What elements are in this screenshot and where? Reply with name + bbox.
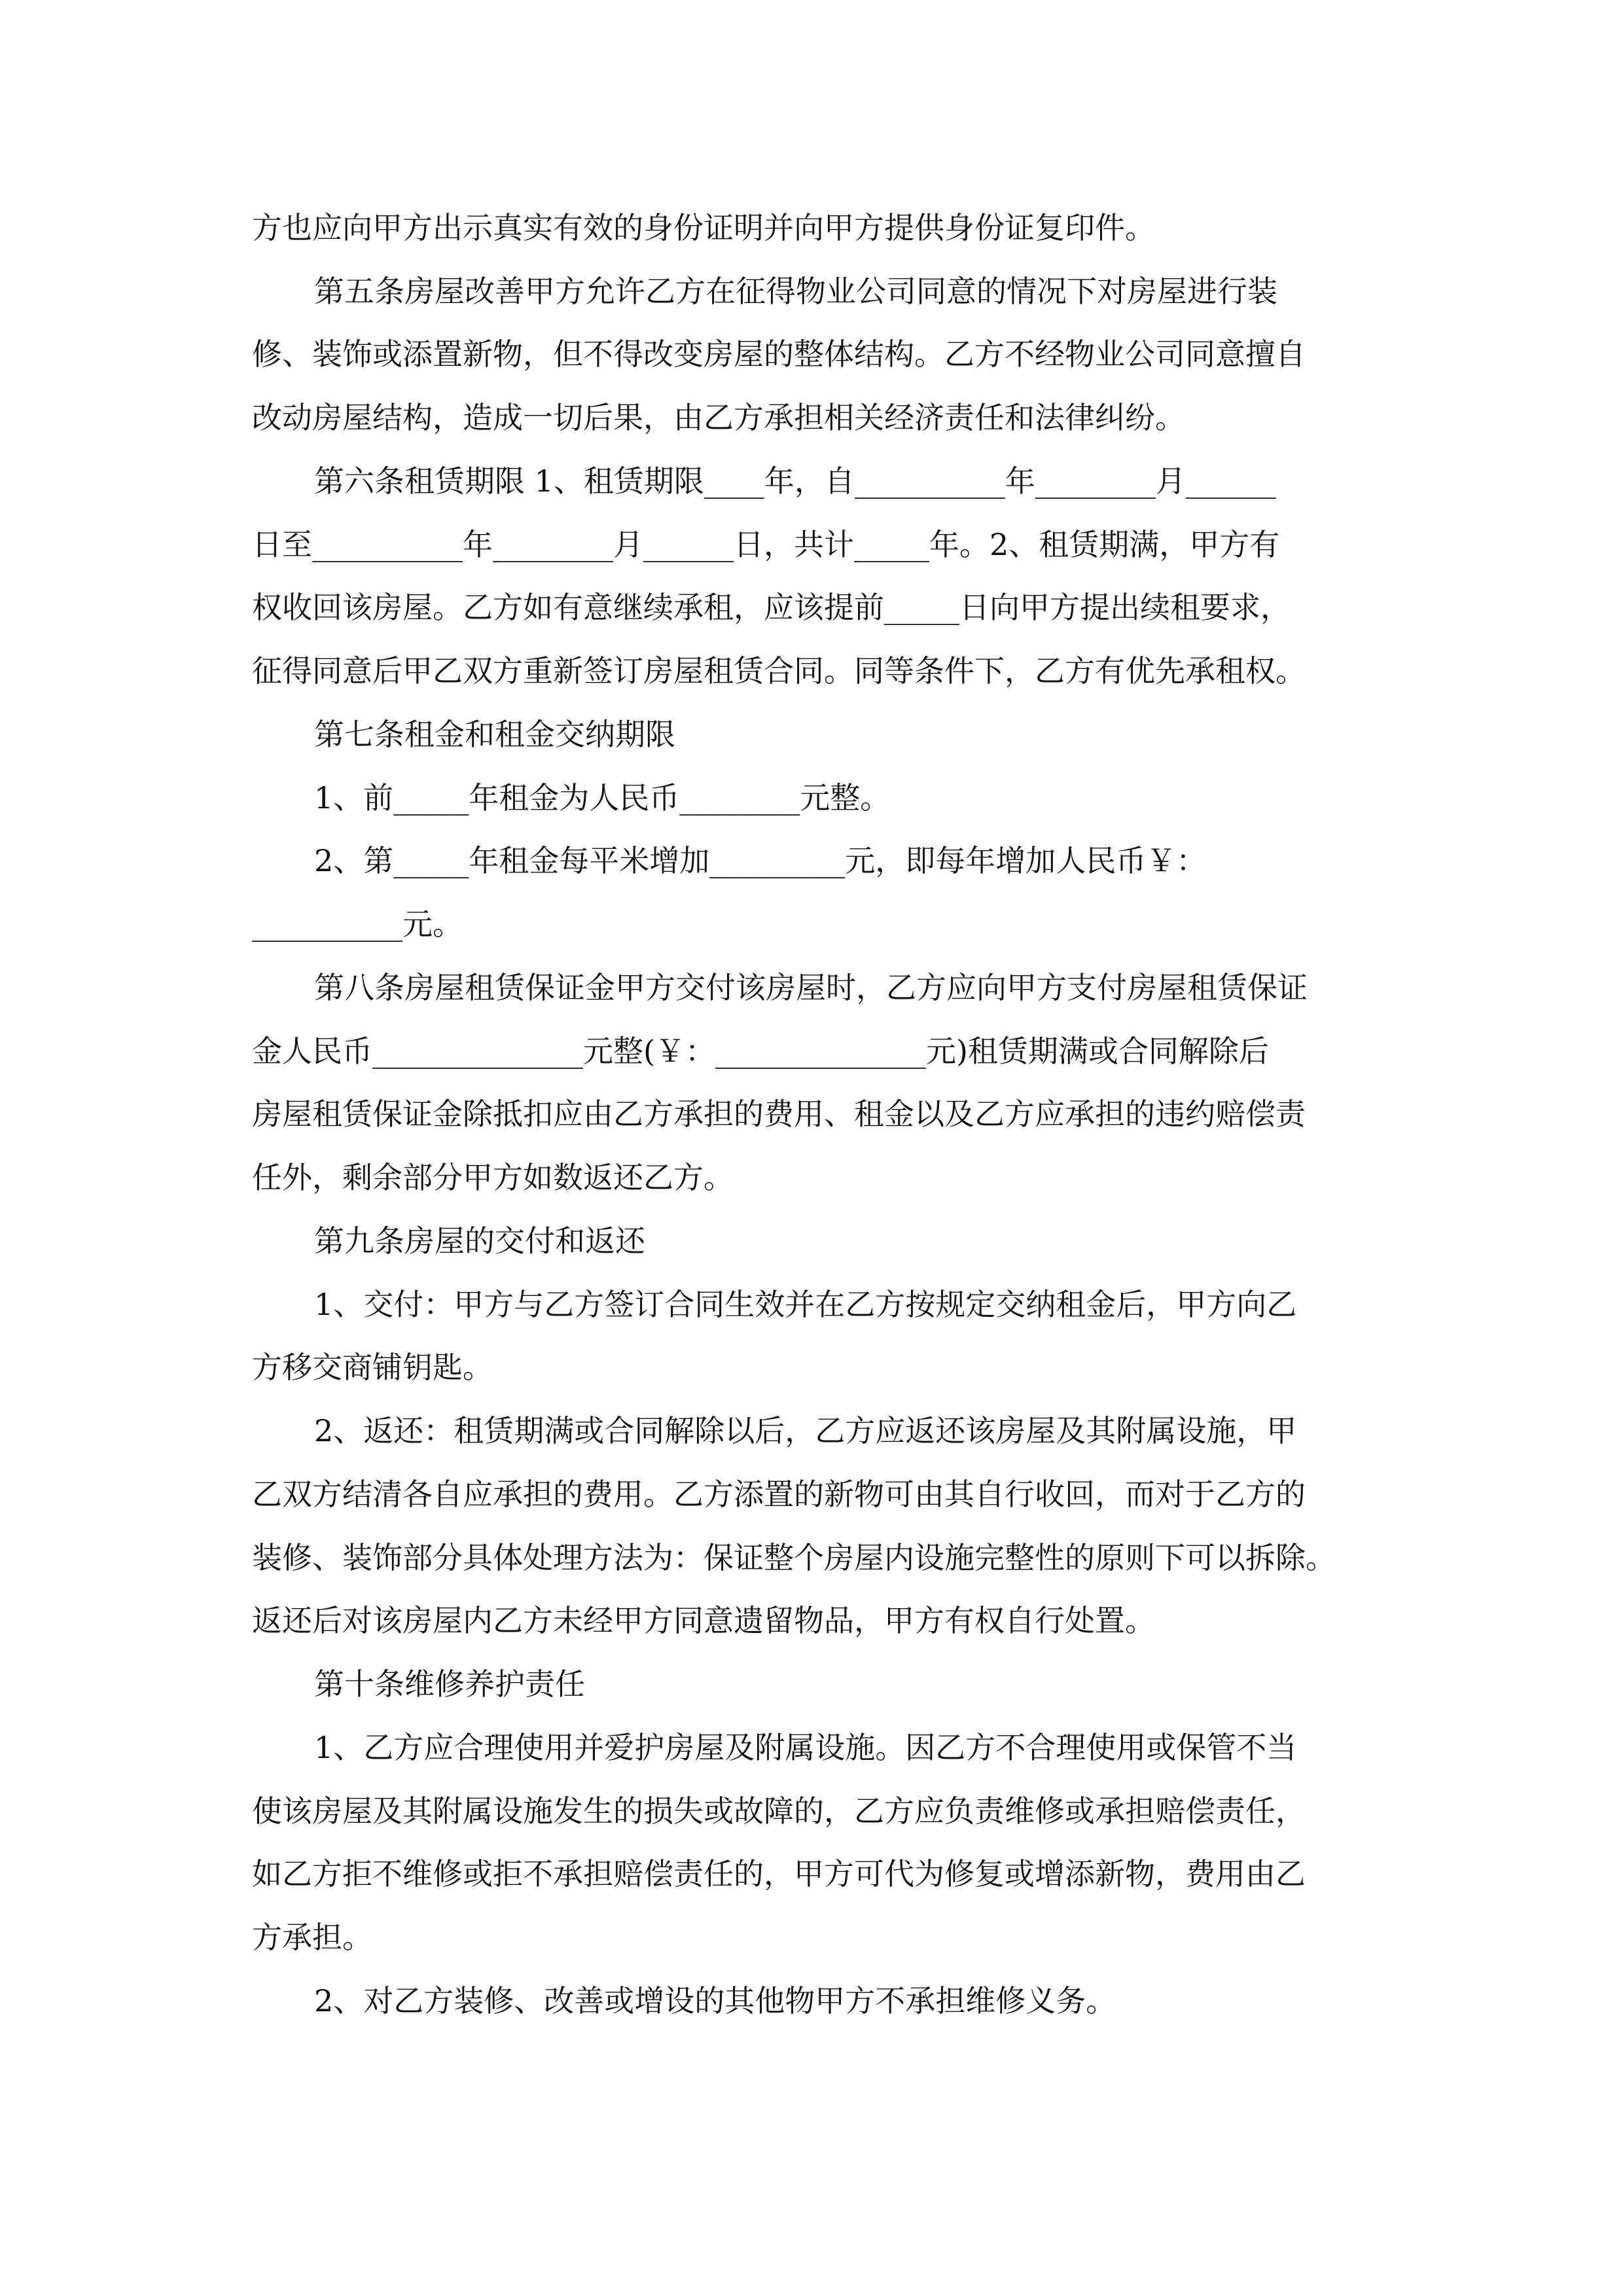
text-line: 第八条房屋租赁保证金甲方交付该房屋时，乙方应向甲方支付房屋租赁保证 (314, 970, 1308, 1005)
text-line: 1、交付：甲方与乙方签订合同生效并在乙方按规定交纳租金后，甲方向乙 (314, 1287, 1297, 1322)
text-line: 1、乙方应合理使用并爱护房屋及附属设施。因乙方不合理使用或保管不当 (314, 1730, 1297, 1765)
text-line: __________元。 (252, 906, 463, 942)
text-line: 返还后对该房屋内乙方未经甲方同意遗留物品，甲方有权自行处置。 (252, 1603, 1155, 1638)
text-line: 第十条维修养护责任 (314, 1666, 585, 1702)
text-line: 如乙方拒不维修或拒不承担赔偿责任的，甲方可代为修复或增添新物，费用由乙 (252, 1856, 1306, 1892)
text-line: 征得同意后甲乙双方重新签订房屋租赁合同。同等条件下，乙方有优先承租权。 (252, 653, 1306, 689)
text-line: 改动房屋结构，造成一切后果，由乙方承担相关经济责任和法律纠纷。 (252, 400, 1185, 435)
text-line: 权收回该房屋。乙方如有意继续承租，应该提前_____日向甲方提出续租要求， (252, 590, 1291, 625)
text-line: 方移交商铺钥匙。 (252, 1350, 493, 1385)
text-line: 房屋租赁保证金除抵扣应由乙方承担的费用、租金以及乙方应承担的违约赔偿责 (252, 1096, 1306, 1132)
text-line: 方承担。 (252, 1920, 372, 1955)
text-line: 修、装饰或添置新物，但不得改变房屋的整体结构。乙方不经物业公司同意擅自 (252, 336, 1306, 372)
text-line: 任外，剩余部分甲方如数返还乙方。 (252, 1160, 734, 1195)
text-line: 金人民币______________元整(￥：______________元)租赁期满或合同解除后 (252, 1033, 1269, 1069)
text-line: 使该房屋及其附属设施发生的损失或故障的，乙方应负责维修或承担赔偿责任， (252, 1793, 1306, 1829)
text-line: 第五条房屋改善甲方允许乙方在征得物业公司同意的情况下对房屋进行装 (314, 274, 1277, 309)
text-line: 2、对乙方装修、改善或增设的其他物甲方不承担维修义务。 (314, 1983, 1116, 2018)
text-line: 方也应向甲方出示真实有效的身份证明并向甲方提供身份证复印件。 (252, 210, 1155, 245)
text-line: 装修、装饰部分具体处理方法为：保证整个房屋内设施完整性的原则下可以拆除。 (252, 1540, 1336, 1575)
text-line: 2、返还：租赁期满或合同解除以后，乙方应返还该房屋及其附属设施，甲 (314, 1413, 1297, 1448)
text-line: 乙双方结清各自应承担的费用。乙方添置的新物可由其自行收回，而对于乙方的 (252, 1477, 1306, 1512)
text-line: 2、第_____年租金每平米增加_________元，即每年增加人民币￥： (314, 843, 1207, 878)
text-line: 第九条房屋的交付和返还 (314, 1223, 645, 1259)
text-line: 日至__________年________月______日，共计_____年。2、租赁期满，甲方有 (252, 527, 1280, 562)
text-line: 第七条租金和租金交纳期限 (314, 717, 675, 752)
text-line: 1、前_____年租金为人民币________元整。 (314, 780, 891, 816)
text-line: 第六条租赁期限 1、租赁期限____年，自__________年________月______ (314, 463, 1276, 499)
